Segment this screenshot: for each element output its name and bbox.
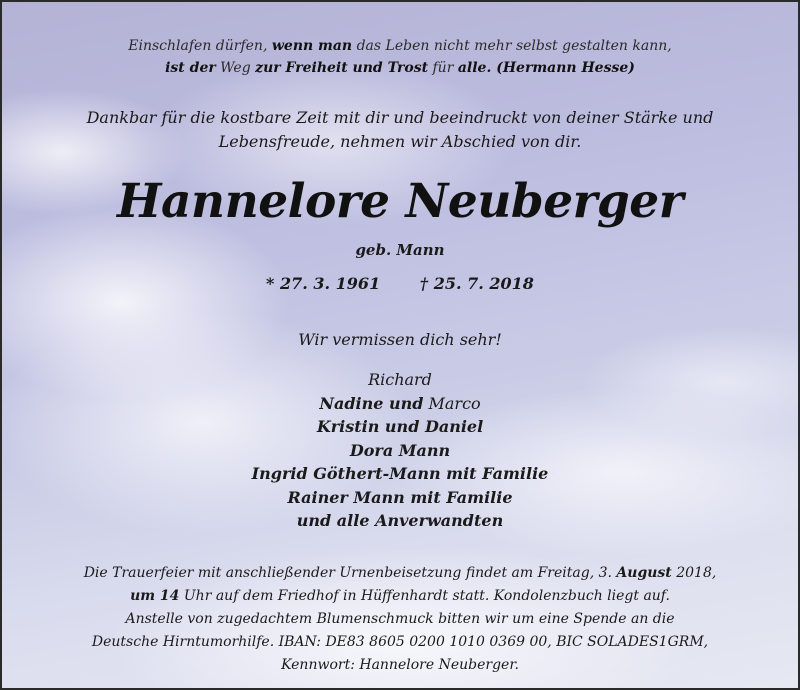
mourner-item (2, 486, 798, 510)
service-line-2 (2, 585, 798, 608)
maiden-name: geb. Mann (355, 241, 445, 259)
service-month: August (616, 565, 672, 581)
quote-line-2 (2, 57, 798, 79)
service-time: um 14 (130, 588, 180, 604)
mourner-name-bold: Nadine und (319, 393, 424, 413)
funeral-service-info (2, 562, 798, 677)
donation-keyword: Neuberger. (434, 657, 519, 673)
thanks-line-1: Dankbar für die kostbare Zeit mit dir und beeindruckt von deiner Stärke und (86, 108, 714, 127)
mourner-name-bold: Kristin und Daniel (316, 417, 484, 436)
life-dates (2, 272, 798, 296)
service-line-1 (2, 562, 798, 585)
hesse-quote (2, 35, 798, 79)
birth-date: * 27. 3. 1961 (266, 274, 381, 293)
mourner-name: Marco (423, 393, 481, 413)
service-text: Uhr auf dem Friedhof in Hüffenhardt statt. Kondolenzbuch liegt auf. (179, 588, 670, 604)
quote-text: für (428, 60, 458, 76)
thanks-paragraph (2, 106, 798, 154)
mourner-item (2, 392, 798, 416)
service-line-4 (2, 631, 798, 654)
mourners-list (2, 368, 798, 533)
mourner-item (2, 368, 798, 392)
deceased-name: Hannelore Neuberger (117, 174, 683, 229)
miss-you-line: Wir vermissen dich sehr! (298, 330, 502, 349)
quote-line-1 (2, 35, 798, 57)
donation-keyword: Kennwort: Hannelore (281, 657, 435, 673)
service-text: 3. (598, 565, 617, 581)
mourner-name-bold: Ingrid Göthert-Mann mit Familie (251, 464, 549, 483)
service-text: Die Trauerfeier mit anschließender Urnenbeisetzung findet am Freitag, (83, 565, 599, 581)
service-text: 2018, (671, 565, 717, 581)
quote-attribution: alle. (Hermann Hesse) (457, 60, 635, 76)
mourner-name-bold: Dora Mann (349, 440, 451, 460)
death-date: † 25. 7. 2018 (419, 274, 534, 293)
donation-recipient: Deutsche Hirntumor (91, 634, 239, 650)
service-line-5 (2, 654, 798, 677)
mourner-name-bold: Rainer Mann mit Familie (287, 487, 513, 507)
mourner-item (2, 462, 798, 486)
thanks-line-2: Lebensfreude, nehmen wir Abschied von dir. (218, 132, 582, 151)
mourner-item (2, 439, 798, 463)
mourner-name-bold: und alle Anverwandten (296, 511, 504, 530)
service-line-3: Anstelle von zugedachtem Blumenschmuck bitten wir um eine Spende an die (125, 611, 675, 627)
bank-details: hilfe. IBAN: DE83 8605 0200 1010 0369 00, BIC SOLADES1GRM, (238, 634, 709, 650)
quote-text: das Leben nicht mehr selbst gestalten kann, (352, 38, 672, 54)
quote-text: Einschlafen dürfen, (128, 38, 272, 54)
mourner-name: Richard (368, 370, 432, 389)
mourner-item (2, 415, 798, 439)
mourner-item (2, 509, 798, 533)
quote-text-bold: zur Freiheit und Trost (255, 60, 429, 76)
quote-text-bold: ist der (165, 60, 216, 76)
quote-text: Weg (215, 60, 256, 76)
quote-text-bold: wenn man (271, 38, 353, 54)
